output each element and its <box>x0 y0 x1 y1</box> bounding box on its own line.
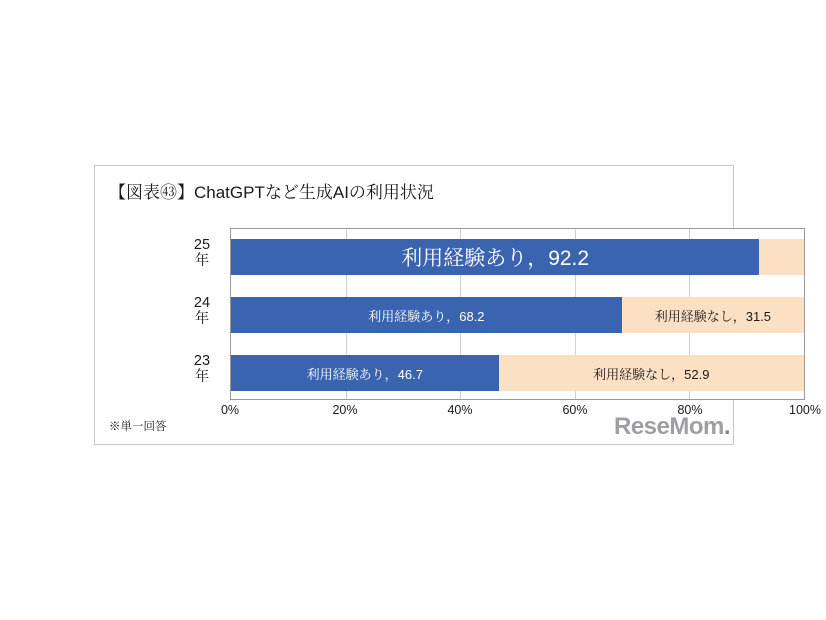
bar-segment-experienced[interactable] <box>231 239 759 275</box>
x-tick: 20% <box>332 403 358 417</box>
chart-footnote: ※単一回答 <box>109 421 167 433</box>
x-tick: 60% <box>562 403 588 417</box>
bar-row <box>193 295 804 333</box>
bar-label: 利用経験あり，46.7 <box>306 366 423 382</box>
x-tick: 80% <box>677 403 703 417</box>
bar-row <box>193 237 804 275</box>
x-tick: 100% <box>789 403 821 417</box>
bar-segment-not-experienced[interactable] <box>759 239 804 275</box>
chart-title: 【図表㊸】ChatGPTなど生成AIの利用状況 <box>109 183 434 202</box>
chart-container <box>94 165 821 445</box>
plot-frame <box>193 228 805 400</box>
x-tick: 40% <box>447 403 473 417</box>
bar-label: 利用経験なし，52.9 <box>593 366 710 382</box>
plot-area <box>193 228 821 578</box>
bar-label: 利用経験なし，31.5 <box>654 308 772 324</box>
category-label-23: 23 年 <box>193 353 211 385</box>
bar-segment-experienced[interactable] <box>231 297 622 333</box>
bar-label: 利用経験あり，92.2 <box>401 247 590 270</box>
watermark <box>614 413 730 441</box>
bar-row <box>193 353 804 391</box>
bar-segment-not-experienced[interactable] <box>622 297 804 333</box>
category-label-25: 25 年 <box>193 237 211 269</box>
category-label-24: 24 年 <box>193 295 211 327</box>
bar-segment-experienced[interactable] <box>231 355 499 391</box>
x-tick: 0% <box>220 403 240 417</box>
bar-label: 利用経験あり，68.2 <box>368 308 485 324</box>
watermark-text: ReseMom <box>614 413 724 440</box>
watermark-dot: . <box>723 413 731 440</box>
bar-segment-not-experienced[interactable] <box>499 355 804 391</box>
